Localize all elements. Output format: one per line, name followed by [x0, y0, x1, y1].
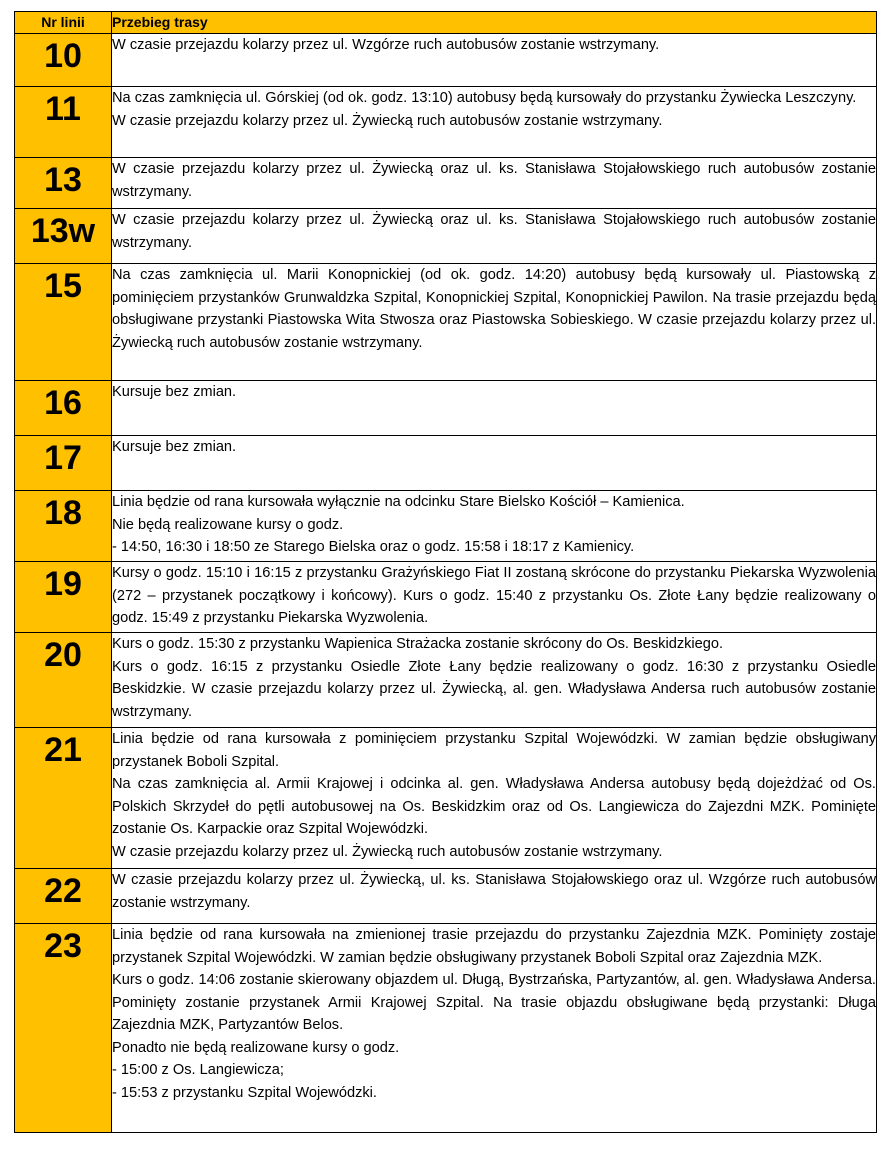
table-header-row: [15, 12, 877, 34]
line-number: 21: [15, 728, 112, 869]
table-row: [15, 562, 877, 633]
route-description: Na czas zamknięcia ul. Górskiej (od ok. godz. 13:10) autobusy będą kursowały do przystanku Żywiecka Leszczyny. W czasie przejazdu kolarzy przez ul. Żywiecką ruch autobusów zostanie wstrzymany.: [112, 87, 877, 158]
table-row: [15, 728, 877, 869]
table-row: [15, 87, 877, 158]
table-row: [15, 436, 877, 491]
route-description: Kursuje bez zmian.: [112, 381, 877, 436]
route-description: Kurs o godz. 15:30 z przystanku Wapienica Strażacka zostanie skrócony do Os. Beskidzkiego. Kurs o godz. 16:15 z przystanku Osiedle Złote Łany będzie realizowany o godz. 16:30 z przystanku Osiedle Beskidzkie. W czasie przejazdu kolarzy przez ul. Żywiecką, al. gen. Władysława Andersa ruch autobusów zostanie wstrzymany.: [112, 633, 877, 728]
table-row: [15, 924, 877, 1133]
line-number: 16: [15, 381, 112, 436]
line-number: 13w: [15, 209, 112, 264]
header-route: Przebieg trasy: [112, 12, 877, 34]
table-row: [15, 34, 877, 87]
header-line-number: Nr linii: [15, 12, 112, 34]
route-description: Kursy o godz. 15:10 i 16:15 z przystanku Grażyńskiego Fiat II zostaną skrócone do przystanku Piekarska Wyzwolenia (272 – przystanek początkowy i końcowy). Kurs o godz. 15:40 z przystanku Os. Złote Łany będzie realizowany o godz. 15:49 z przystanku Piekarska Wyzwolenia.: [112, 562, 877, 633]
line-number: 23: [15, 924, 112, 1133]
route-description: W czasie przejazdu kolarzy przez ul. Wzgórze ruch autobusów zostanie wstrzymany.: [112, 34, 877, 87]
line-number: 13: [15, 158, 112, 209]
table-row: [15, 209, 877, 264]
line-number: 18: [15, 491, 112, 562]
table-row: [15, 158, 877, 209]
route-description: Linia będzie od rana kursowała wyłącznie na odcinku Stare Bielsko Kościół – Kamienica. Nie będą realizowane kursy o godz. - 14:50, 16:30 i 18:50 ze Starego Bielska oraz o godz. 15:58 i 18:17 z Kamienicy.: [112, 491, 877, 562]
table-row: [15, 633, 877, 728]
route-description: W czasie przejazdu kolarzy przez ul. Żywiecką, ul. ks. Stanisława Stojałowskiego oraz ul. Wzgórze ruch autobusów zostanie wstrzymany.: [112, 869, 877, 924]
line-number: 10: [15, 34, 112, 87]
line-number: 15: [15, 264, 112, 381]
route-description: Linia będzie od rana kursowała z pominięciem przystanku Szpital Wojewódzki. W zamian będzie obsługiwany przystanek Boboli Szpital. Na czas zamknięcia al. Armii Krajowej i odcinka al. gen. Władysława Andersa autobusy będą dojeżdżać od Os. Polskich Skrzydeł do pętli autobusowej na Os. Beskidzkim oraz od Os. Langiewicza do Zajezdni MZK. Pominięte zostanie Os. Karpackie oraz Szpital Wojewódzki. W czasie przejazdu kolarzy przez ul. Żywiecką ruch autobusów zostanie wstrzymany.: [112, 728, 877, 869]
route-description: Na czas zamknięcia ul. Marii Konopnickiej (od ok. godz. 14:20) autobusy będą kursowały ul. Piastowską z pominięciem przystanków Grunwaldzka Szpital, Konopnickiej Szpital, Konopnickiej Pawilon. Na trasie przejazdu będą obsługiwane przystanki Piastowska Wita Stwosza oraz Piastowska Sobieskiego. W czasie przejazdu kolarzy przez ul. Żywiecką ruch autobusów zostanie wstrzymany.: [112, 264, 877, 381]
route-changes-table: [14, 11, 877, 1133]
line-number: 17: [15, 436, 112, 491]
line-number: 11: [15, 87, 112, 158]
route-description: W czasie przejazdu kolarzy przez ul. Żywiecką oraz ul. ks. Stanisława Stojałowskiego ruch autobusów zostanie wstrzymany.: [112, 209, 877, 264]
table-row: [15, 869, 877, 924]
table-row: [15, 381, 877, 436]
line-number: 20: [15, 633, 112, 728]
route-description: W czasie przejazdu kolarzy przez ul. Żywiecką oraz ul. ks. Stanisława Stojałowskiego ruch autobusów zostanie wstrzymany.: [112, 158, 877, 209]
table-row: [15, 264, 877, 381]
route-description: Kursuje bez zmian.: [112, 436, 877, 491]
line-number: 19: [15, 562, 112, 633]
line-number: 22: [15, 869, 112, 924]
route-description: Linia będzie od rana kursowała na zmienionej trasie przejazdu do przystanku Zajezdnia MZK. Pominięty zostaje przystanek Szpital Wojewódzki. W zamian będzie obsługiwany przystanek Boboli Szpital oraz Zajezdnia MZK. Kurs o godz. 14:06 zostanie skierowany objazdem ul. Długą, Bystrzańska, Partyzantów, al. gen. Władysława Andersa. Pominięty zostanie przystanek Armii Krajowej Szpital. Na trasie objazdu obsługiwane będą przystanki: Długa Zajezdnia MZK, Partyzantów Belos. Ponadto nie będą realizowane kursy o godz. - 15:00 z Os. Langiewicza; - 15:53 z przystanku Szpital Wojewódzki.: [112, 924, 877, 1133]
table-row: [15, 491, 877, 562]
